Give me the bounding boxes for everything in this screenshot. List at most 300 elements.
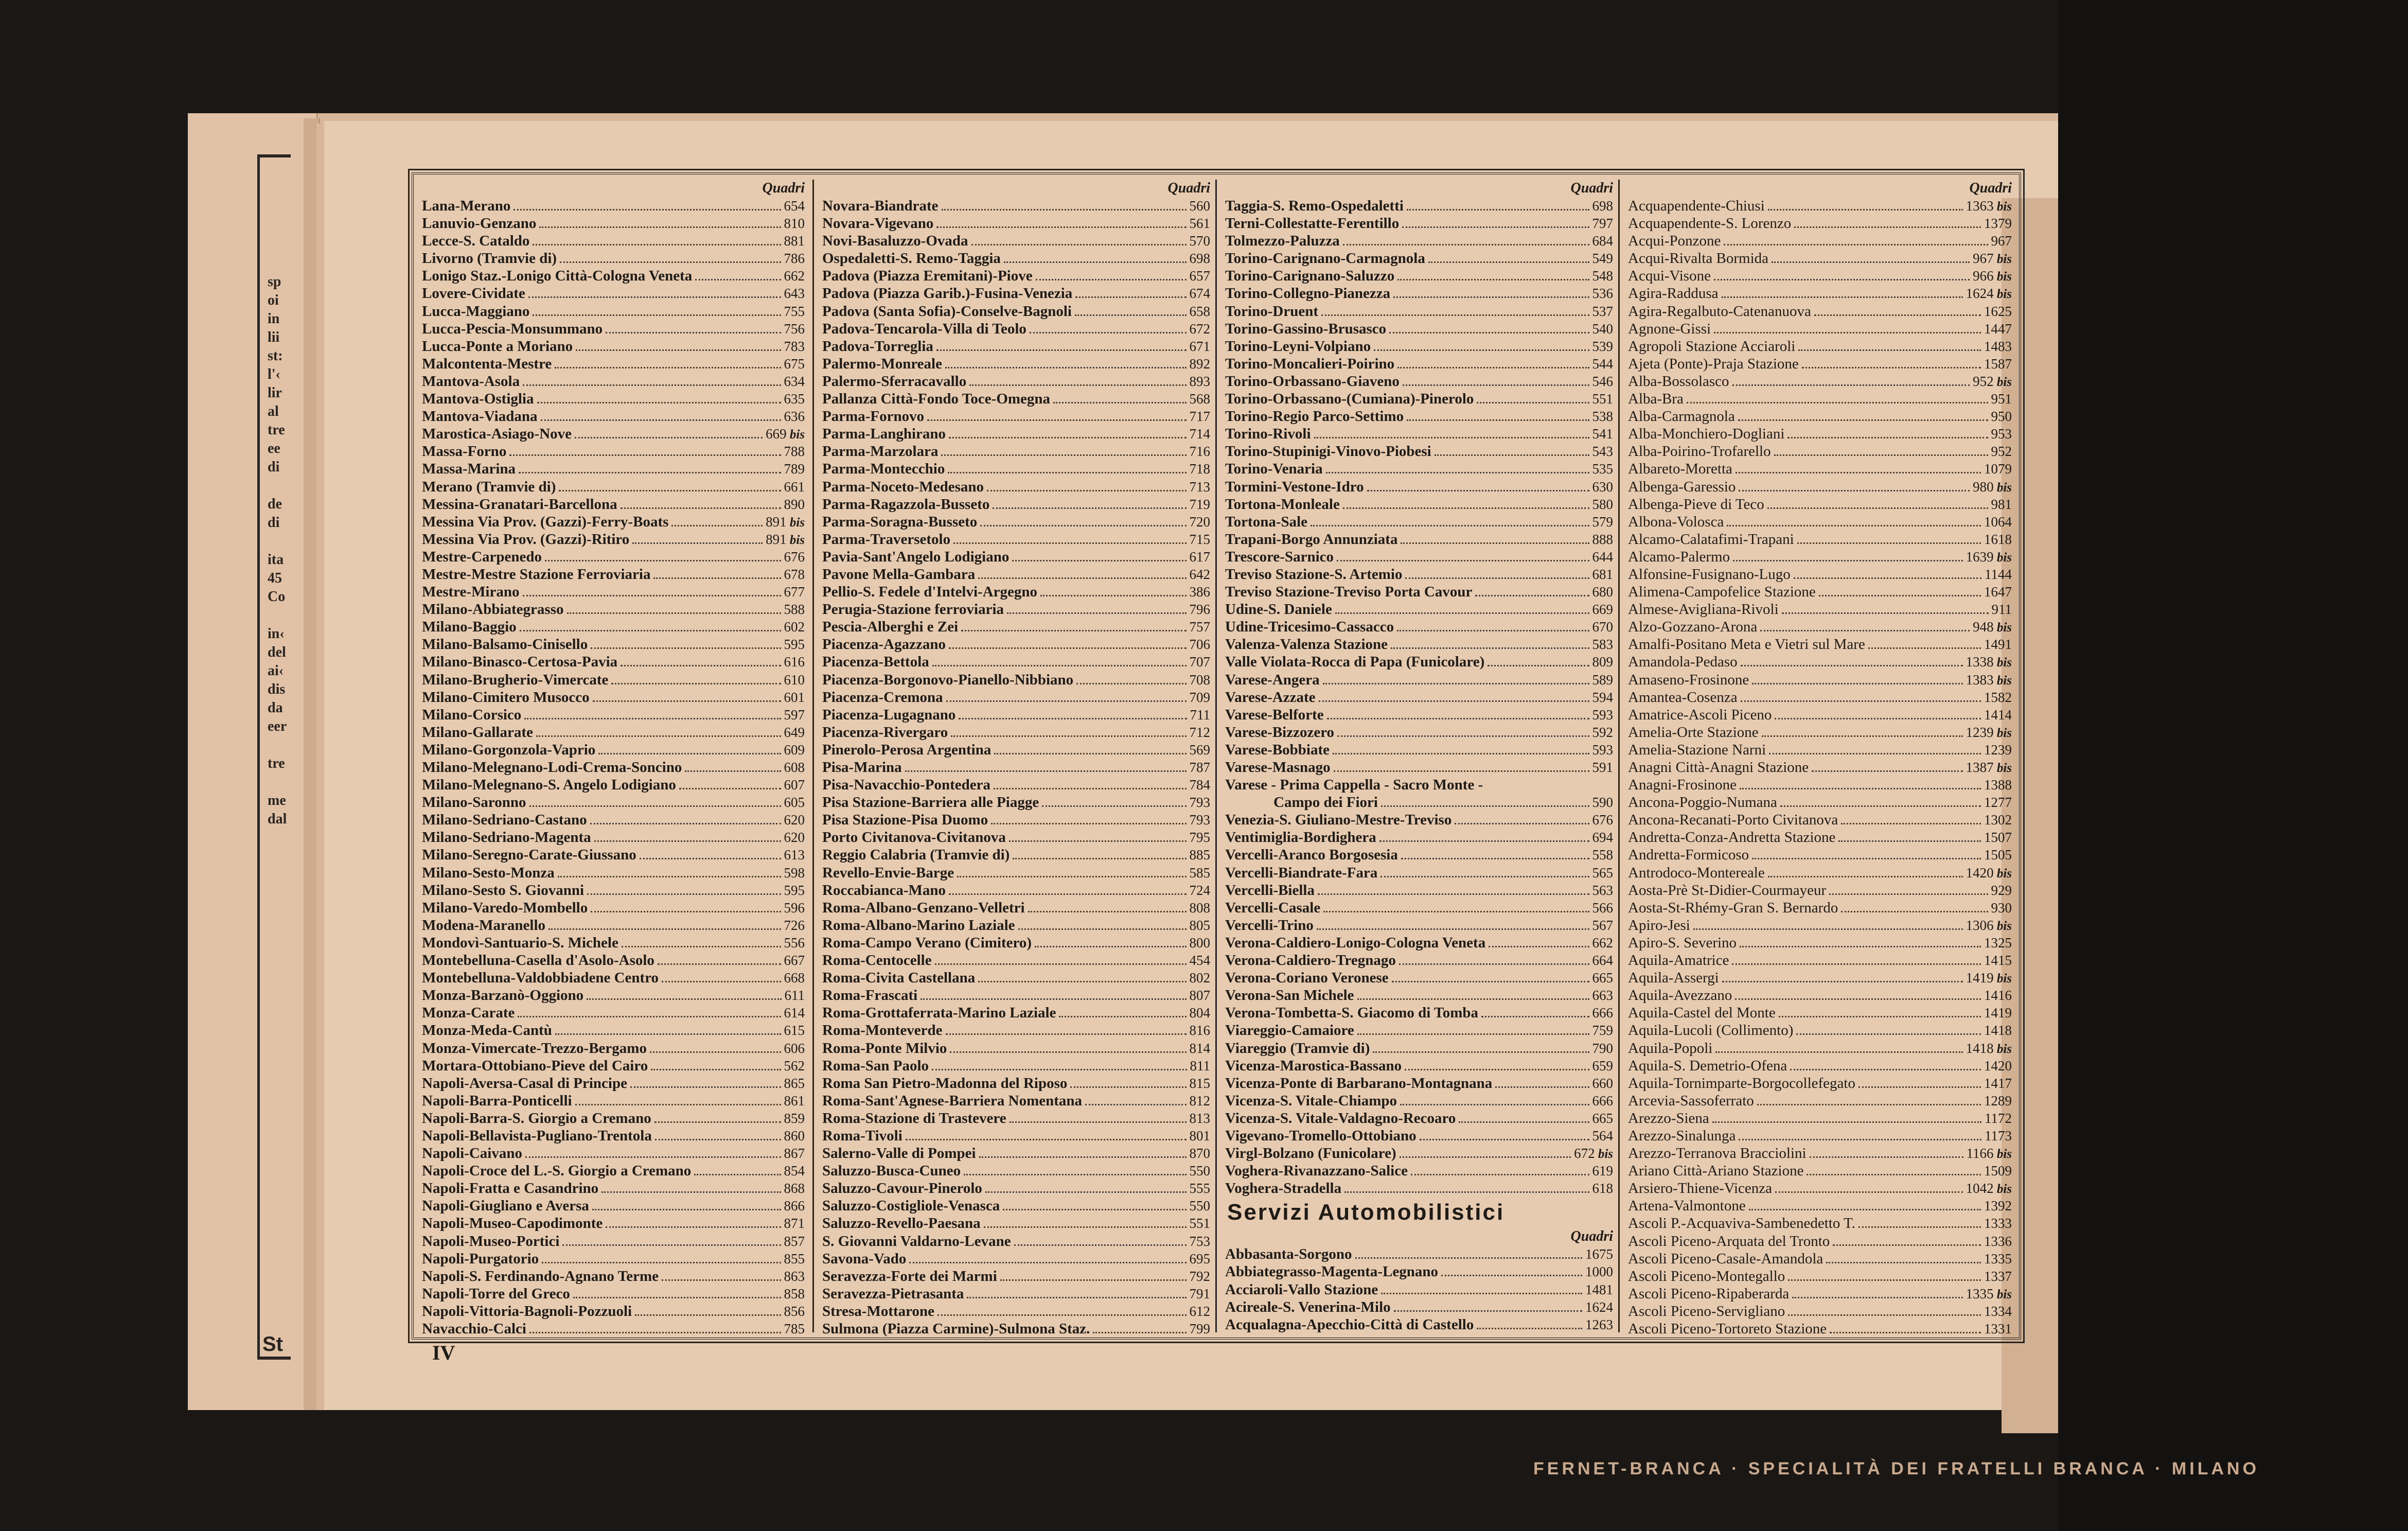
index-entry [814,1162,1215,1180]
leader-dots [1722,981,1963,982]
entry-table-number: 1647 [1984,584,2012,600]
entry-route: Arcevia-Sassoferrato [1628,1092,1754,1109]
leader-dots [1357,998,1589,1000]
leader-dots [685,770,781,772]
entry-route: Novara-Vigevano [822,215,934,232]
index-entry [414,1233,810,1250]
entry-route: Mantova-Viadana [422,408,538,425]
entry-route: Acqui-Ponzone [1628,233,1721,250]
entry-route: Seravezza-Forte dei Marmi [822,1268,997,1284]
leader-dots [1028,911,1187,912]
leader-dots [655,1139,781,1140]
index-entry [414,1127,810,1145]
entry-table-number: 948 bis [1973,619,2012,635]
entry-table-number: 1483 [1984,338,2012,354]
leader-dots [1762,735,1963,737]
entry-route: Varese-Angera [1225,671,1320,688]
entry-route: Varese - Prima Cappella - Sacro Monte - [1225,777,1483,794]
index-entry [814,355,1215,373]
entry-route: Verona-Caldiero-Lonigo-Cologna Veneta [1225,934,1486,951]
entry-route: Marostica-Asiago-Nove [422,426,572,443]
entry-route: Piacenza-Cremona [822,689,943,706]
entry-route: Piacenza-Lugagnano [822,706,956,723]
entry-table-number: 677 [784,584,805,600]
index-entry [1620,408,2017,425]
entry-table-number: 967 [1991,233,2012,249]
entry-route: Milano-Baggio [422,619,517,636]
leader-dots [1814,314,1981,316]
index-entry [414,952,810,969]
leader-dots [985,1191,1187,1193]
leader-dots [536,735,781,737]
leader-dots [1397,367,1589,368]
entry-route: Pisa-Marina [822,759,902,776]
leader-dots [598,753,781,754]
leader-dots [635,1314,781,1316]
entry-route: Albareto-Moretta [1628,461,1732,478]
entry-table-number: 660 [1592,1075,1613,1091]
leader-dots [920,998,1186,1000]
index-entry [1620,303,2017,320]
entry-table-number: 535 [1592,461,1613,477]
index-entry [1620,864,2017,882]
entry-route: Valle Violata-Rocca di Papa (Funicolare) [1225,654,1485,671]
entry-table-number: 616 [784,654,805,670]
entry-table-number: 585 [1189,865,1210,881]
leader-dots [1752,858,1981,859]
section-title: Servizi Automobilistici [1227,1200,1505,1225]
previous-page-fragment: lir [268,385,282,401]
leader-dots [1392,981,1589,982]
entry-table-number: 541 [1592,426,1613,442]
index-entry [1620,952,2017,969]
index-entry [414,1057,810,1075]
entry-route: Acquapendente-S. Lorenzo [1628,215,1792,232]
entry-route: Roma-Monteverde [822,1022,943,1039]
leader-dots [1455,823,1589,824]
entry-route: Montebelluna-Casella d'Asolo-Asolo [422,952,654,969]
index-entry [814,952,1215,969]
index-entry [1620,1180,2017,1197]
entry-route: Milano-Brugherio-Vimercate [422,671,609,688]
entry-route: Arsiero-Thiene-Vicenza [1628,1180,1773,1197]
index-entry [1217,1162,1618,1180]
previous-page-fragment: di [268,459,280,475]
bis-suffix: bis [1595,1147,1613,1162]
entry-table-number: 718 [1189,461,1210,477]
entry-route: Piacenza-Agazzano [822,636,946,653]
index-entry [414,636,810,653]
entry-table-number: 713 [1189,479,1210,495]
index-entry [1217,285,1618,302]
index-entry [1620,829,2017,846]
index-entry [814,531,1215,548]
index-entry [1217,601,1618,618]
index-entry [1620,689,2017,706]
leader-dots [1477,402,1589,403]
entry-table-number: 867 [784,1146,805,1162]
entry-table-number: 715 [1189,531,1210,547]
entry-table-number: 881 [784,233,805,249]
entry-table-number: 1277 [1984,795,2012,811]
index-entry [1620,232,2017,250]
bis-suffix: bis [1993,1182,2012,1196]
index-entry [414,232,810,250]
index-entry [814,1233,1215,1250]
index-entry [814,1320,1215,1338]
leader-dots [671,525,763,526]
entry-route: Mestre-Mirano [422,584,520,601]
leader-dots [519,472,781,473]
leader-dots [1819,595,1981,596]
entry-route: Milano-Corsico [422,706,522,723]
entry-table-number: 857 [784,1233,805,1249]
entry-table-number: 548 [1592,268,1613,284]
index-entry [414,1285,810,1303]
leader-dots [980,525,1186,526]
entry-route: Torino-Venaria [1225,461,1323,478]
entry-route: Varese-Bobbiate [1225,741,1330,758]
entry-route: Vercelli-Casale [1225,899,1321,916]
index-entry [814,917,1215,934]
entry-table-number: 595 [784,637,805,653]
previous-page-fragment: tre [268,755,285,771]
entry-route: Varese-Masnago [1225,759,1331,776]
leader-dots [548,928,781,930]
entry-route: Monza-Barzanò-Oggiono [422,987,584,1004]
leader-dots [576,349,781,351]
entry-route: Amelia-Orte Stazione [1628,724,1759,741]
entry-table-number: 1639 bis [1966,549,2012,565]
leader-dots [621,507,781,509]
index-entry [814,846,1215,864]
entry-table-number: 674 [1189,286,1210,302]
entry-table-number: 657 [1189,268,1210,284]
entry-table-number: 1392 [1984,1198,2012,1214]
index-entry [814,1215,1215,1232]
index-entry [814,899,1215,917]
leader-dots [1397,630,1589,631]
entry-route: Roma-Tivoli [822,1127,902,1144]
index-entry [1217,776,1618,794]
bis-suffix: bis [786,515,805,530]
leader-dots [1740,946,1981,947]
entry-table-number: 980 bis [1973,479,2012,495]
leader-dots [1059,1016,1186,1017]
entry-route: Milano-Gorgonzola-Vaprio [422,741,596,758]
entry-route: Parma-Fornovo [822,408,925,425]
entry-route: Modena-Maranello [422,917,546,934]
entry-table-number: 536 [1592,286,1613,302]
leader-dots [1830,1332,1981,1333]
entry-route: Amelia-Stazione Narni [1628,741,1766,758]
index-entry [414,443,810,460]
entry-route: Pinerolo-Perosa Argentina [822,741,991,758]
entry-route: Lanuvio-Genzano [422,215,537,232]
index-entry [414,741,810,759]
leader-dots [1829,893,1988,895]
entry-route: Amalfi-Positano Meta e Vietri sul Mare [1628,636,1865,653]
index-entry [414,1268,810,1285]
entry-route: Montebelluna-Valdobbiadene Centro [422,970,659,987]
entry-route: Voghera-Stradella [1225,1180,1342,1197]
index-entry [1217,1316,1618,1333]
entry-table-number: 802 [1189,970,1210,986]
entry-route: Tormini-Vestone-Idro [1225,478,1364,495]
index-entry [414,706,810,724]
entry-route: Agira-Regalbuto-Catenanuova [1628,303,1811,320]
entry-route: Acciaroli-Vallo Stazione [1225,1281,1378,1298]
entry-table-number: 866 [784,1198,805,1214]
entry-table-number: 568 [1189,391,1210,407]
index-entry [414,338,810,355]
entry-route: Milano-Melegnano-Lodi-Crema-Soncino [422,759,682,776]
entry-table-number: 816 [1189,1023,1210,1039]
index-entry [414,882,810,899]
leader-dots [1311,525,1589,526]
leader-dots [1004,261,1187,263]
entry-table-number: 597 [784,707,805,723]
leader-dots [1838,840,1981,842]
index-entry [1217,1145,1618,1162]
index-entry [1217,987,1618,1004]
entry-table-number: 1263 [1585,1316,1613,1332]
leader-dots [984,1226,1187,1228]
leader-dots [537,402,781,403]
bis-suffix: bis [1993,761,2012,775]
entry-table-number: 681 [1592,566,1613,582]
entry-route: Napoli-Croce del L.-S. Giorgio a Cremano [422,1163,692,1180]
entry-table-number: 649 [784,724,805,740]
entry-route: Milano-Cimitero Musocco [422,689,590,706]
index-entry [414,548,810,566]
index-entry [1620,636,2017,653]
entry-table-number: 659 [1592,1058,1613,1074]
leader-dots [1475,595,1589,596]
entry-route: Torino-Carignano-Carmagnola [1225,250,1425,267]
index-entry [1620,934,2017,952]
entry-route: Pisa-Navacchio-Pontedera [822,777,990,794]
index-entry [1620,706,2017,724]
entry-route: Lucca-Pescia-Monsummano [422,320,603,337]
entry-table-number: 609 [784,742,805,758]
index-entry [414,794,810,811]
index-entry [814,1004,1215,1022]
leader-dots [1389,332,1589,333]
entry-table-number: 952 bis [1973,373,2012,389]
leader-dots [523,595,781,596]
entry-table-number: 544 [1592,356,1613,372]
entry-route: Anagni Città-Anagni Stazione [1628,759,1809,776]
entry-route: Vercelli-Biandrate-Fara [1225,864,1378,881]
entry-table-number: 675 [784,356,805,372]
entry-route: Ascoli P.-Acquaviva-Sambenedetto T. [1628,1215,1855,1232]
index-entry [414,1004,810,1022]
entry-route: Antrodoco-Montereale [1628,864,1765,881]
leader-dots [994,753,1186,754]
leader-dots [994,788,1187,789]
leader-dots [1040,595,1186,596]
index-entry [1217,373,1618,390]
entry-route: Ascoli Piceno-Montegallo [1628,1268,1785,1284]
entry-table-number: 665 [1592,970,1613,986]
index-entry [1620,250,2017,267]
entry-table-number: 930 [1991,900,2012,916]
entry-table-number: 1420 bis [1966,865,2012,881]
entry-table-number: 596 [784,900,805,916]
index-entry [1620,197,2017,215]
bis-suffix: bis [1993,673,2012,688]
entry-table-number: 1415 [1984,953,2012,969]
entry-table-number: 929 [1991,882,2012,898]
index-entry [1620,390,2017,408]
index-entry [814,689,1215,706]
index-entry [414,1040,810,1057]
entry-route: Alba-Monchiero-Dogliani [1628,426,1785,443]
entry-table-number: 662 [784,268,805,284]
entry-table-number: 757 [1189,619,1210,635]
leader-dots [971,244,1187,245]
index-entry [1217,811,1618,829]
index-entry [814,706,1215,724]
index-entry [1620,478,2017,496]
index-entry [814,1268,1215,1285]
index-entry [1620,794,2017,811]
index-entry [814,215,1215,232]
leader-dots [525,1156,781,1158]
entry-route: Albona-Volosca [1628,513,1724,530]
index-entry [814,548,1215,566]
index-entry [1620,1268,2017,1285]
entry-route: Parma-Ragazzola-Busseto [822,496,990,513]
leader-dots [1327,718,1589,719]
entry-route: Ascoli Piceno-Servigliano [1628,1303,1785,1319]
entry-table-number: 709 [1189,689,1210,705]
entry-route: Saluzzo-Busca-Cuneo [822,1163,961,1180]
entry-table-number: 814 [1189,1040,1210,1056]
index-entry [1217,1022,1618,1039]
entry-route: Torino-Orbassano-Giaveno [1225,373,1400,390]
previous-page-fragment: dal [268,811,287,827]
leader-dots [1736,472,1981,473]
index-entry [1217,1075,1618,1092]
index-entry [814,1250,1215,1268]
column-header: Quadri [1570,1228,1613,1245]
index-entry [1217,741,1618,759]
entry-table-number: 891 bis [766,531,805,547]
leader-dots [560,261,781,263]
entry-route: Udine-S. Daniele [1225,601,1332,618]
leader-dots [1489,946,1589,947]
entry-table-number: 793 [1189,812,1210,828]
index-entry [814,1092,1215,1110]
leader-dots [1714,332,1981,333]
leader-dots [1323,911,1589,912]
entry-table-number: 618 [1592,1181,1613,1196]
leader-dots [1075,296,1186,298]
index-entry [414,724,810,741]
previous-page-fragment: eer [268,718,287,734]
leader-dots [601,1191,781,1193]
leader-dots [1003,1209,1186,1210]
leader-dots [658,963,781,965]
leader-dots [662,1279,781,1281]
index-entry [1620,285,2017,302]
index-entry [414,1180,810,1197]
entry-table-number: 684 [1592,233,1613,249]
leader-dots [937,1314,1187,1316]
index-entry [814,1285,1215,1303]
entry-table-number: 795 [1189,830,1210,846]
leader-dots [1373,1051,1589,1053]
entry-route: Pescia-Alberghi e Zei [822,619,959,636]
entry-route: Milano-Seregno-Carate-Giussano [422,847,636,864]
leader-dots [1769,753,1981,754]
index-entry [1620,496,2017,513]
leader-dots [632,542,763,544]
index-entry [814,408,1215,425]
entry-table-number: 593 [1592,707,1613,723]
entry-route: Pisa Stazione-Pisa Duomo [822,812,988,829]
previous-page-fragment [268,736,298,754]
leader-dots [1035,946,1186,947]
leader-dots [621,665,781,666]
leader-dots [523,384,781,386]
leader-dots [590,823,781,824]
entry-table-number: 1383 bis [1966,672,2012,688]
leader-dots [1732,963,1981,965]
entry-route: Mantova-Asola [422,373,520,390]
bis-suffix: bis [1993,252,2012,267]
entry-route: Arezzo-Siena [1628,1110,1709,1127]
entry-table-number: 543 [1592,444,1613,460]
index-entry [814,1110,1215,1127]
index-entry [1620,1197,2017,1215]
entry-route: Napoli-Torre del Greco [422,1285,570,1302]
entry-route: Lucca-Ponte a Moriano [422,338,573,355]
entry-table-number: 1618 [1984,531,2012,547]
entry-table-number: 560 [1189,198,1210,214]
leader-dots [1085,1104,1186,1105]
entry-table-number: 808 [1189,900,1210,916]
index-entry [1620,373,2017,390]
leader-dots [1411,1174,1589,1175]
index-entry [414,1303,810,1320]
entry-table-number: 726 [784,917,805,933]
entry-route: Pallanza Città-Fondo Toce-Omegna [822,391,1051,408]
entry-table-number: 724 [1189,882,1210,898]
entry-route: Mortara-Ottobiano-Pieve del Cairo [422,1057,648,1074]
index-entry [414,1162,810,1180]
index-entry [1217,1298,1618,1316]
entry-route: Aquila-Popoli [1628,1040,1713,1057]
index-entry [814,1180,1215,1197]
leader-dots [1740,788,1981,789]
entry-route: Aquila-Assergi [1628,970,1719,987]
entry-table-number: 1625 [1984,303,2012,319]
entry-route: Napoli-Barra-Ponticelli [422,1092,572,1109]
leader-dots [1326,472,1589,473]
index-entry [1217,408,1618,425]
leader-dots [1407,419,1589,421]
leader-dots [1775,718,1981,719]
leader-dots [591,647,781,649]
leader-dots [1495,1086,1589,1088]
entry-route: Milano-Gallarate [422,724,533,741]
entry-route: Ascoli Piceno-Arquata del Tronto [1628,1233,1830,1250]
entry-table-number: 950 [1991,409,2012,425]
previous-page-fragment: lii [268,329,280,345]
